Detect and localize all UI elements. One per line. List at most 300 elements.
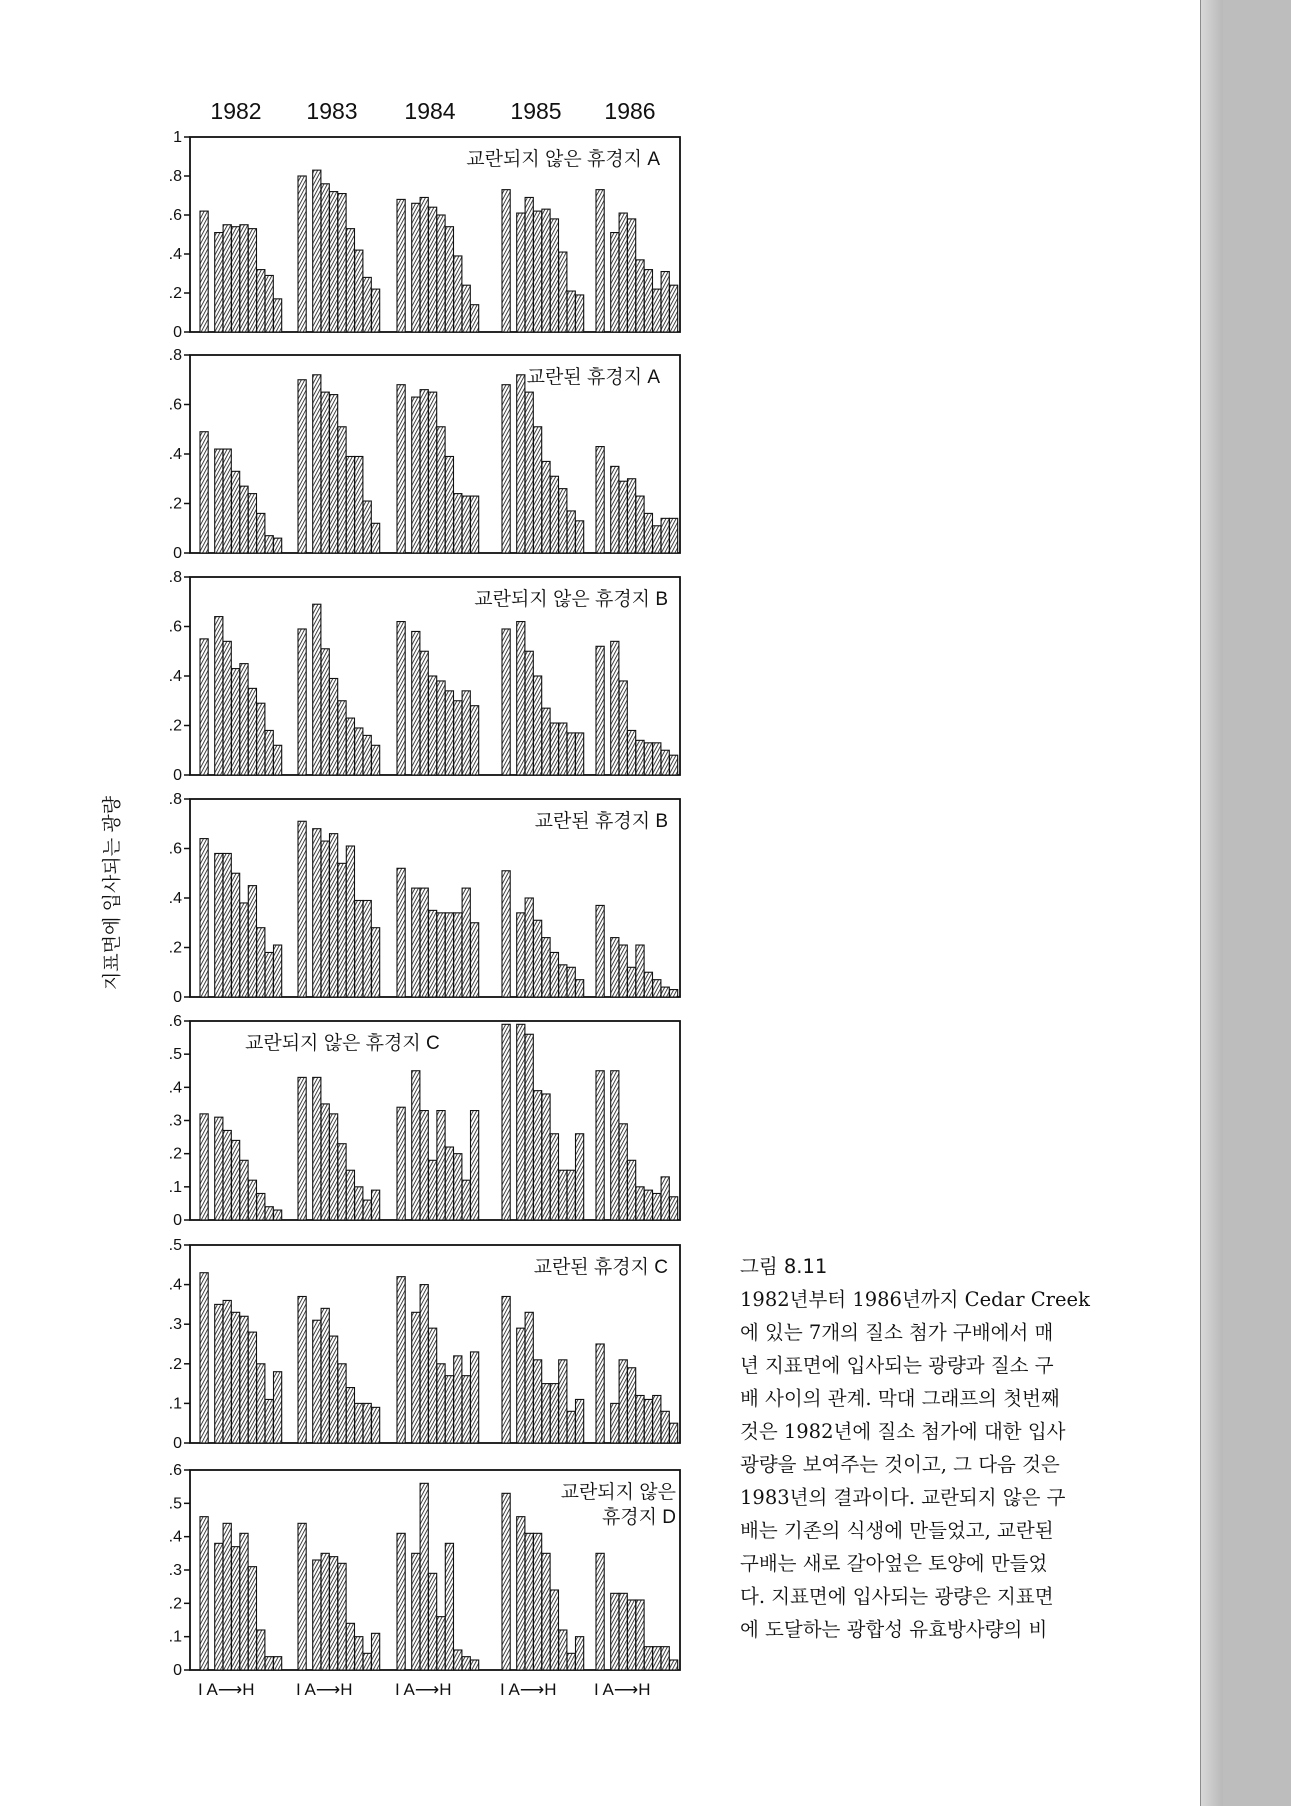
panel-title: 교란된 휴경지 C xyxy=(533,1257,668,1278)
bar xyxy=(542,461,550,553)
bar xyxy=(420,390,428,553)
bar xyxy=(274,945,282,997)
panel-title: 교란된 휴경지 B xyxy=(534,811,668,832)
bar xyxy=(576,980,584,997)
bar xyxy=(653,1395,661,1443)
bar xyxy=(355,900,363,997)
bar xyxy=(215,233,223,332)
bar xyxy=(661,750,669,775)
bar xyxy=(397,385,405,553)
bar xyxy=(215,449,223,553)
bar xyxy=(420,197,428,332)
bar xyxy=(420,1285,428,1443)
bar xyxy=(265,730,273,775)
bar xyxy=(372,1407,380,1443)
y-tick-label: 0 xyxy=(173,767,182,784)
bar xyxy=(517,213,525,332)
bar xyxy=(200,1517,208,1670)
bar xyxy=(471,1352,479,1443)
bar xyxy=(534,920,542,997)
bar xyxy=(363,1403,371,1443)
bar xyxy=(534,1091,542,1220)
bar xyxy=(653,289,661,332)
bar xyxy=(567,967,575,997)
bar xyxy=(619,481,627,553)
bar xyxy=(372,928,380,997)
bar xyxy=(372,523,380,553)
bar xyxy=(429,910,437,997)
bar xyxy=(550,1384,558,1443)
bar xyxy=(321,841,329,997)
bar xyxy=(257,703,265,775)
bar xyxy=(576,295,584,332)
y-tick-label: .5 xyxy=(168,1495,182,1513)
y-tick-label: .4 xyxy=(168,890,182,907)
bar xyxy=(619,945,627,997)
caption-line: 배 사이의 관계. 막대 그래프의 첫번째 xyxy=(740,1387,1060,1410)
bar xyxy=(525,1312,533,1443)
bar xyxy=(462,691,470,775)
bar xyxy=(412,203,420,332)
bar xyxy=(611,938,619,997)
bar xyxy=(232,873,240,997)
bar xyxy=(462,1657,470,1670)
y-tick-label: .1 xyxy=(168,1628,182,1646)
bar xyxy=(232,1312,240,1443)
bar xyxy=(274,299,282,332)
bar xyxy=(567,733,575,775)
bar xyxy=(372,1190,380,1220)
bar xyxy=(437,913,445,997)
caption-line: 광량을 보여주는 것이고, 그 다음 것은 xyxy=(740,1453,1060,1476)
bar xyxy=(265,536,273,553)
bar xyxy=(257,1364,265,1443)
bar xyxy=(628,219,636,332)
y-tick-label: 0 xyxy=(173,989,182,1006)
bar xyxy=(257,270,265,332)
x-group-label: I A⟶H xyxy=(296,1680,353,1699)
bar xyxy=(346,229,354,332)
bar xyxy=(636,260,644,332)
bar xyxy=(215,617,223,775)
bar xyxy=(559,723,567,775)
bar xyxy=(265,275,273,332)
bar xyxy=(248,688,256,775)
y-tick-label: .4 xyxy=(168,1079,182,1097)
bar xyxy=(412,1071,420,1220)
bar xyxy=(471,1660,479,1670)
bar xyxy=(240,903,248,997)
caption-line: 년 지표면에 입사되는 광량과 질소 구 xyxy=(740,1354,1054,1377)
caption-line: 1982년부터 1986년까지 Cedar Creek xyxy=(740,1288,1090,1311)
bar xyxy=(559,965,567,997)
panel-title: 교란되지 않은 휴경지 A xyxy=(466,149,660,170)
y-tick-label: 1 xyxy=(173,129,182,146)
bar xyxy=(502,1024,510,1220)
bar xyxy=(363,501,371,553)
y-tick-label: .3 xyxy=(168,1316,182,1334)
year-label: 1984 xyxy=(404,98,456,124)
bar xyxy=(338,194,346,332)
caption-line: 에 도달하는 광합성 유효방사량의 비 xyxy=(740,1618,1048,1641)
bar xyxy=(502,1493,510,1670)
bar xyxy=(670,755,678,775)
bar xyxy=(397,622,405,775)
panel-title: 교란된 휴경지 A xyxy=(526,367,660,388)
bar xyxy=(576,521,584,553)
bar xyxy=(420,1111,428,1220)
bar xyxy=(429,392,437,553)
bar xyxy=(445,913,453,997)
caption-line: 것은 1982년에 질소 첨가에 대한 입사 xyxy=(740,1420,1066,1443)
y-tick-label: .4 xyxy=(168,1528,182,1546)
bar xyxy=(517,913,525,997)
bar xyxy=(248,886,256,997)
bar xyxy=(330,834,338,997)
caption-line: 배는 기존의 식생에 만들었고, 교란된 xyxy=(740,1519,1054,1542)
bar xyxy=(534,211,542,332)
y-tick-label: .4 xyxy=(168,1276,182,1294)
bar xyxy=(363,277,371,332)
bar xyxy=(661,1177,669,1220)
bar xyxy=(462,285,470,332)
bar xyxy=(265,1207,273,1220)
bar xyxy=(321,184,329,332)
bar xyxy=(644,972,652,997)
bar xyxy=(502,385,510,553)
bar xyxy=(471,706,479,775)
bar xyxy=(363,1653,371,1670)
bar xyxy=(567,1653,575,1670)
bar xyxy=(534,427,542,553)
y-tick-label: .6 xyxy=(168,396,182,414)
bar xyxy=(542,209,550,332)
bar xyxy=(321,649,329,775)
bar xyxy=(355,1403,363,1443)
bar xyxy=(223,1523,231,1670)
panel-title: 교란되지 않은 휴경지 B xyxy=(474,589,668,610)
y-tick-label: .6 xyxy=(168,207,182,224)
bar xyxy=(363,735,371,775)
bar xyxy=(517,1517,525,1670)
bar xyxy=(437,1617,445,1670)
bar xyxy=(248,494,256,553)
bar xyxy=(636,1187,644,1220)
y-tick-label: .2 xyxy=(168,939,182,957)
bar xyxy=(462,496,470,553)
bar xyxy=(550,219,558,332)
bar xyxy=(330,395,338,553)
bar xyxy=(471,923,479,997)
bar xyxy=(240,664,248,775)
bar xyxy=(355,456,363,553)
bar xyxy=(670,1423,678,1443)
y-tick-label: .8 xyxy=(168,569,182,586)
bar xyxy=(437,681,445,775)
bar xyxy=(559,1170,567,1220)
bar xyxy=(274,1372,282,1443)
bar xyxy=(534,676,542,775)
bar xyxy=(525,898,533,997)
bar xyxy=(240,486,248,553)
bar xyxy=(274,745,282,775)
bar xyxy=(661,518,669,553)
y-tick-label: .2 xyxy=(168,717,182,735)
bar xyxy=(429,207,437,332)
bar xyxy=(611,1071,619,1220)
bar xyxy=(517,375,525,553)
y-tick-label: .2 xyxy=(168,1595,182,1613)
bar xyxy=(355,250,363,332)
bar xyxy=(223,853,231,997)
year-label: 1986 xyxy=(604,98,656,124)
bar xyxy=(596,447,604,553)
bar xyxy=(670,1660,678,1670)
bar xyxy=(313,170,321,332)
bar xyxy=(420,651,428,775)
bar xyxy=(372,1633,380,1670)
bar xyxy=(372,289,380,332)
x-group-label: I A⟶H xyxy=(395,1680,452,1699)
year-label: 1982 xyxy=(210,98,262,124)
bar xyxy=(223,225,231,332)
bar xyxy=(257,1630,265,1670)
bar xyxy=(611,1403,619,1443)
bar xyxy=(274,1210,282,1220)
bar xyxy=(661,987,669,997)
bar xyxy=(355,728,363,775)
bar xyxy=(517,622,525,775)
bar xyxy=(397,1277,405,1443)
bar xyxy=(429,1328,437,1443)
y-tick-label: .4 xyxy=(168,446,182,463)
bar xyxy=(223,449,231,553)
bar xyxy=(200,1114,208,1220)
chart-panel xyxy=(169,129,680,341)
bar xyxy=(611,641,619,775)
bar xyxy=(661,1411,669,1443)
bar xyxy=(644,1190,652,1220)
year-label: 1983 xyxy=(306,98,358,124)
caption-line: 다. 지표면에 입사되는 광량은 지표면 xyxy=(740,1585,1054,1608)
bar xyxy=(232,1140,240,1220)
bar xyxy=(429,676,437,775)
bar xyxy=(525,651,533,775)
bar xyxy=(420,1483,428,1670)
y-tick-label: .8 xyxy=(168,168,182,185)
bar xyxy=(517,1328,525,1443)
bar xyxy=(628,479,636,553)
bar xyxy=(265,1657,273,1670)
bar xyxy=(471,496,479,553)
bar xyxy=(670,1197,678,1220)
bar xyxy=(567,1411,575,1443)
bar xyxy=(550,476,558,553)
bar xyxy=(611,233,619,332)
bar xyxy=(330,1336,338,1443)
bar xyxy=(223,1130,231,1220)
bar xyxy=(576,1134,584,1220)
bar xyxy=(313,1320,321,1443)
bar xyxy=(596,1344,604,1443)
bar xyxy=(412,1312,420,1443)
bar xyxy=(454,494,462,553)
bar xyxy=(313,604,321,775)
bar xyxy=(240,1533,248,1670)
y-tick-label: .6 xyxy=(168,618,182,636)
bar xyxy=(232,1547,240,1670)
y-tick-label: .8 xyxy=(168,347,182,364)
bar xyxy=(559,1360,567,1443)
bar xyxy=(611,1593,619,1670)
bar xyxy=(223,1300,231,1443)
bar xyxy=(330,678,338,775)
chart-panels xyxy=(169,129,680,1699)
bar xyxy=(596,646,604,775)
bar xyxy=(619,1593,627,1670)
y-tick-label: 0 xyxy=(173,324,182,341)
bar xyxy=(338,701,346,775)
bar xyxy=(502,190,510,332)
bar xyxy=(437,427,445,553)
bar xyxy=(502,871,510,997)
bar xyxy=(471,1111,479,1220)
chart-panel xyxy=(169,1462,680,1679)
bar xyxy=(636,496,644,553)
bar xyxy=(363,900,371,997)
bar xyxy=(567,511,575,553)
y-tick-label: .3 xyxy=(168,1562,182,1579)
bar xyxy=(321,1553,329,1670)
bar xyxy=(653,743,661,775)
bar xyxy=(200,432,208,553)
y-tick-label: .1 xyxy=(168,1178,182,1196)
bar xyxy=(550,723,558,775)
bar xyxy=(346,1388,354,1443)
bar xyxy=(576,1399,584,1443)
bar xyxy=(454,256,462,332)
bar xyxy=(346,846,354,997)
panel-title: 교란되지 않은 휴경지 C xyxy=(245,1033,440,1054)
bar xyxy=(298,380,306,553)
bar xyxy=(313,1560,321,1670)
bar xyxy=(223,641,231,775)
bar xyxy=(240,1160,248,1220)
bar xyxy=(240,1316,248,1443)
bar xyxy=(200,639,208,775)
bar xyxy=(670,990,678,997)
chart-panel xyxy=(169,347,680,562)
y-tick-label: .2 xyxy=(168,1145,182,1163)
figure-caption xyxy=(740,1250,1140,1646)
bar xyxy=(330,1557,338,1670)
bar xyxy=(525,1533,533,1670)
bar xyxy=(576,733,584,775)
bar xyxy=(429,1573,437,1670)
bar xyxy=(346,1623,354,1670)
bar xyxy=(412,888,420,997)
y-tick-label: .2 xyxy=(168,1355,182,1373)
caption-line: 에 있는 7개의 질소 첨가 구배에서 매 xyxy=(740,1321,1054,1344)
bar xyxy=(397,868,405,997)
bar xyxy=(313,1077,321,1220)
bar xyxy=(298,1523,306,1670)
bar xyxy=(215,1304,223,1443)
bar xyxy=(550,1590,558,1670)
bar xyxy=(559,489,567,553)
bar xyxy=(232,669,240,775)
bar xyxy=(232,471,240,553)
bar xyxy=(454,1650,462,1670)
bar xyxy=(596,1071,604,1220)
bar xyxy=(298,176,306,332)
bar xyxy=(445,227,453,332)
y-tick-label: .1 xyxy=(168,1395,182,1413)
bar xyxy=(653,1647,661,1670)
bar xyxy=(437,215,445,332)
bar xyxy=(596,905,604,997)
bar xyxy=(330,192,338,332)
y-tick-label: .6 xyxy=(168,840,182,858)
caption-line: 1983년의 결과이다. 교란되지 않은 구 xyxy=(740,1486,1066,1509)
bar xyxy=(454,701,462,775)
bar xyxy=(437,1111,445,1220)
bar xyxy=(644,270,652,332)
bar xyxy=(653,526,661,553)
bar xyxy=(670,285,678,332)
bar xyxy=(619,1360,627,1443)
bar xyxy=(542,938,550,997)
bar xyxy=(429,1160,437,1220)
bar xyxy=(321,1104,329,1220)
bar xyxy=(567,291,575,332)
bar xyxy=(248,1567,256,1670)
bar xyxy=(636,1600,644,1670)
bar xyxy=(653,980,661,997)
bar xyxy=(644,1647,652,1670)
bar xyxy=(397,199,405,332)
bar xyxy=(240,225,248,332)
bar xyxy=(550,952,558,997)
y-axis-label: 지표면에 입사되는 광량 xyxy=(102,795,123,991)
caption-line: 구배는 새로 갈아엎은 토양에 만들었 xyxy=(740,1552,1048,1575)
bar xyxy=(265,952,273,997)
bar xyxy=(355,1187,363,1220)
bar xyxy=(462,1180,470,1220)
bar xyxy=(321,392,329,553)
bar xyxy=(542,708,550,775)
y-tick-label: .6 xyxy=(168,1462,182,1479)
bar xyxy=(454,1154,462,1220)
bar xyxy=(636,945,644,997)
y-tick-label: .5 xyxy=(168,1046,182,1064)
bar xyxy=(397,1107,405,1220)
bar xyxy=(437,1364,445,1443)
bar xyxy=(454,913,462,997)
bar xyxy=(462,888,470,997)
chart-panel xyxy=(169,569,680,784)
y-tick-label: 0 xyxy=(173,1212,182,1229)
bar xyxy=(274,538,282,553)
bar xyxy=(542,1094,550,1220)
bar xyxy=(445,691,453,775)
bar xyxy=(550,1134,558,1220)
y-tick-label: .5 xyxy=(168,1237,182,1254)
bar xyxy=(313,829,321,997)
y-tick-label: .3 xyxy=(168,1112,182,1130)
bar xyxy=(355,1637,363,1670)
bar xyxy=(412,1553,420,1670)
